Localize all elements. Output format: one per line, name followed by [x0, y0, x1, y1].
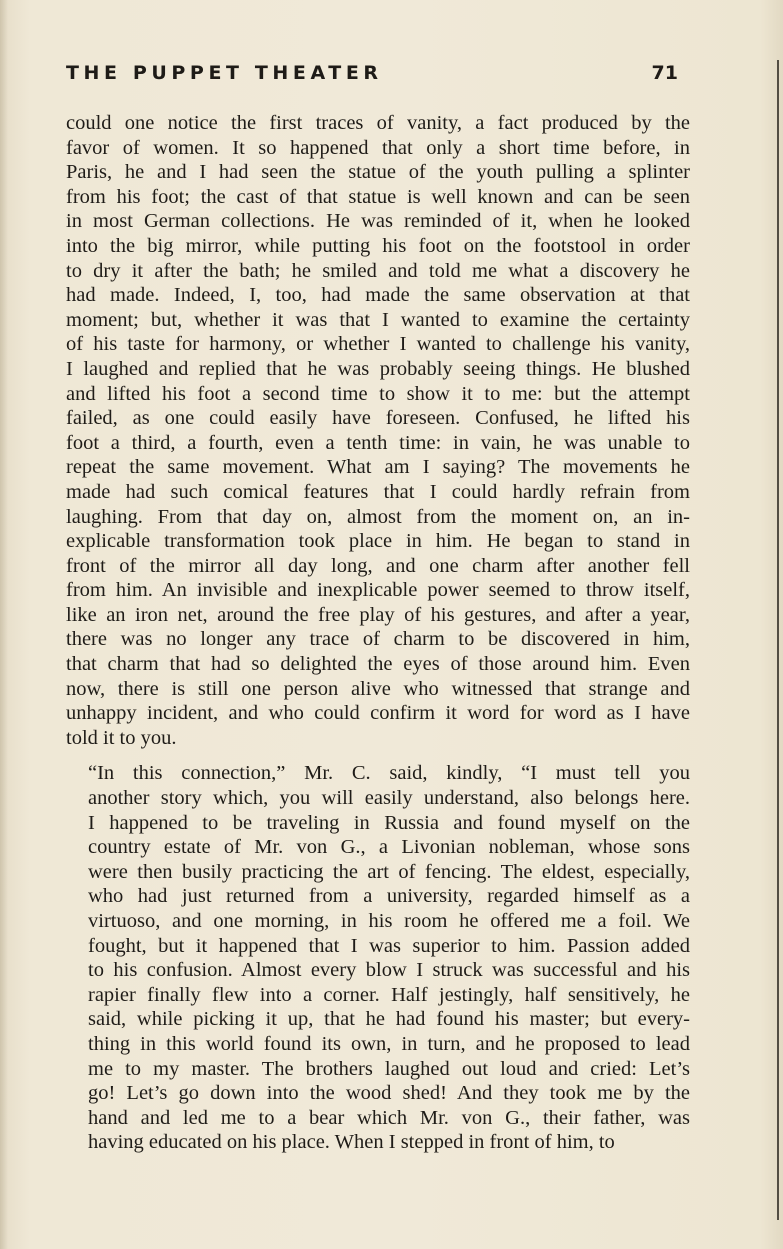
text-line: go! Let’s go down into the wood shed! And they took me by the	[88, 1082, 690, 1105]
text-line: now, there is still one person alive who witnessed that strange and	[66, 677, 690, 700]
text-line: repeat the same movement. What am I saying? The movements he	[66, 456, 690, 479]
text-line: to his confusion. Almost every blow I struck was successful and his	[88, 959, 690, 982]
paragraph	[66, 111, 690, 750]
text-line: failed, as one could easily have foreseen. Confused, he lifted his	[66, 407, 690, 430]
text-line: me to my master. The brothers laughed out loud and cried: Let’s	[88, 1057, 690, 1080]
text-line: hand and led me to a bear which Mr. von G., their father, was	[88, 1106, 690, 1129]
text-line: thing in this world found its own, in turn, and he proposed to lead	[88, 1032, 690, 1055]
text-line: explicable transformation took place in him. He began to stand in	[66, 530, 690, 553]
text-line: like an iron net, around the free play of his gestures, and after a year,	[66, 603, 690, 626]
text-line: rapier finally flew into a corner. Half jestingly, half sensitively, he	[88, 983, 690, 1006]
text-line: into the big mirror, while putting his foot on the footstool in order	[66, 234, 690, 257]
text-line: said, while picking it up, that he had found his master; but every-	[88, 1008, 690, 1031]
text-line: there was no longer any trace of charm to be discovered in him,	[66, 628, 690, 651]
page-gutter-shadow	[0, 0, 8, 1249]
text-line: to dry it after the bath; he smiled and told me what a discovery he	[66, 259, 690, 282]
text-line: who had just returned from a university, regarded himself as a	[88, 885, 690, 908]
text-line: I laughed and replied that he was probably seeing things. He blushed	[66, 357, 690, 380]
text-line: I happened to be traveling in Russia and found myself on the	[88, 811, 690, 834]
text-line: country estate of Mr. von G., a Livonian nobleman, whose sons	[88, 836, 690, 859]
paragraph	[66, 761, 690, 1155]
text-line: front of the mirror all day long, and one charm after another fell	[66, 554, 690, 577]
text-line: of his taste for harmony, or whether I wanted to challenge his vanity,	[66, 333, 690, 356]
text-line: fought, but it happened that I was superior to him. Passion added	[88, 934, 690, 957]
text-line: Paris, he and I had seen the statue of the youth pulling a splinter	[66, 161, 690, 184]
body-text	[66, 111, 690, 1155]
text-line: unhappy incident, and who could confirm it word for word as I have	[66, 702, 690, 725]
text-line: that charm that had so delighted the eyes of those around him. Even	[66, 653, 690, 676]
running-title: THE PUPPET THEATER	[66, 62, 383, 84]
text-line: from him. An invisible and inexplicable power seemed to throw itself,	[66, 579, 690, 602]
page-number: 71	[651, 62, 678, 84]
text-line: foot a third, a fourth, even a tenth time: in vain, he was unable to	[66, 431, 690, 454]
text-line: laughing. From that day on, almost from the moment on, an in-	[66, 505, 690, 528]
text-line: told it to you.	[66, 726, 177, 749]
text-line: had made. Indeed, I, too, had made the same observation at that	[66, 284, 690, 307]
text-line: and lifted his foot a second time to show it to me: but the attempt	[66, 382, 690, 405]
text-line: were then busily practicing the art of fencing. The eldest, especially,	[88, 860, 690, 883]
text-line: having educated on his place. When I stepped in front of him, to	[88, 1131, 615, 1154]
text-line: made had such comical features that I could hardly refrain from	[66, 480, 690, 503]
text-line: another story which, you will easily understand, also belongs here.	[88, 787, 690, 810]
text-line: virtuoso, and one morning, in his room he offered me a foil. We	[88, 910, 690, 932]
text-line: “In this connection,” Mr. C. said, kindly, “I must tell you	[88, 762, 690, 785]
text-line: favor of women. It so happened that only a short time before, in	[66, 136, 690, 159]
text-line: moment; but, whether it was that I wanted to examine the certainty	[66, 308, 690, 331]
text-line: from his foot; the cast of that statue is well known and can be seen	[66, 185, 690, 208]
page-header	[66, 62, 678, 90]
page-edge-line	[777, 60, 779, 1220]
text-line: could one notice the first traces of vanity, a fact produced by the	[66, 112, 690, 134]
text-line: in most German collections. He was reminded of it, when he looked	[66, 210, 690, 233]
